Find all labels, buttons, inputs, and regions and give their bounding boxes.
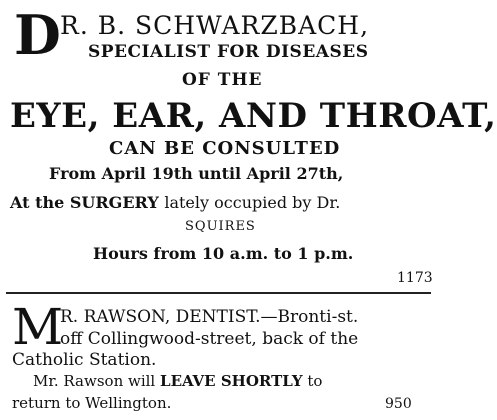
squires-name: SQUIRES: [185, 219, 256, 234]
of-the-line: OF THE: [182, 70, 263, 90]
surgery-line: [10, 193, 340, 212]
dates-line: From April 19th until April 27th,: [49, 164, 344, 183]
doctor-name: R. B. SCHWARZBACH,: [60, 11, 370, 40]
drop-cap-d: D: [14, 3, 61, 67]
leave-shortly: LEAVE SHORTLY: [160, 372, 303, 390]
eye-ear-throat-headline: EYE, EAR, AND THROAT,: [10, 96, 497, 136]
ad-reference-number: 1173: [397, 270, 433, 286]
surgery-word: SURGERY: [69, 193, 159, 212]
surgery-suffix: lately occupied by Dr.: [164, 193, 341, 212]
hours-line: Hours from 10 a.m. to 1 p.m.: [93, 244, 354, 263]
surgery-prefix: At the: [10, 193, 65, 212]
leave-prefix: Mr. Rawson will: [33, 372, 156, 390]
dentist-line-1: R. RAWSON, DENTIST.—Bronti-st.: [60, 307, 359, 327]
ad-reference-number: 950: [385, 396, 412, 412]
specialist-line: SPECIALIST FOR DISEASES: [88, 42, 369, 62]
dentist-line-2: off Collingwood-street, back of the: [60, 329, 359, 349]
dentist-line-4: [33, 372, 322, 390]
leave-suffix: to: [307, 372, 323, 390]
dentist-line-5: return to Wellington.: [12, 394, 172, 412]
dentist-line-3: Catholic Station.: [12, 350, 157, 370]
drop-cap-m: M: [12, 298, 64, 356]
column-divider: [6, 292, 431, 294]
consulted-line: CAN BE CONSULTED: [109, 138, 341, 159]
